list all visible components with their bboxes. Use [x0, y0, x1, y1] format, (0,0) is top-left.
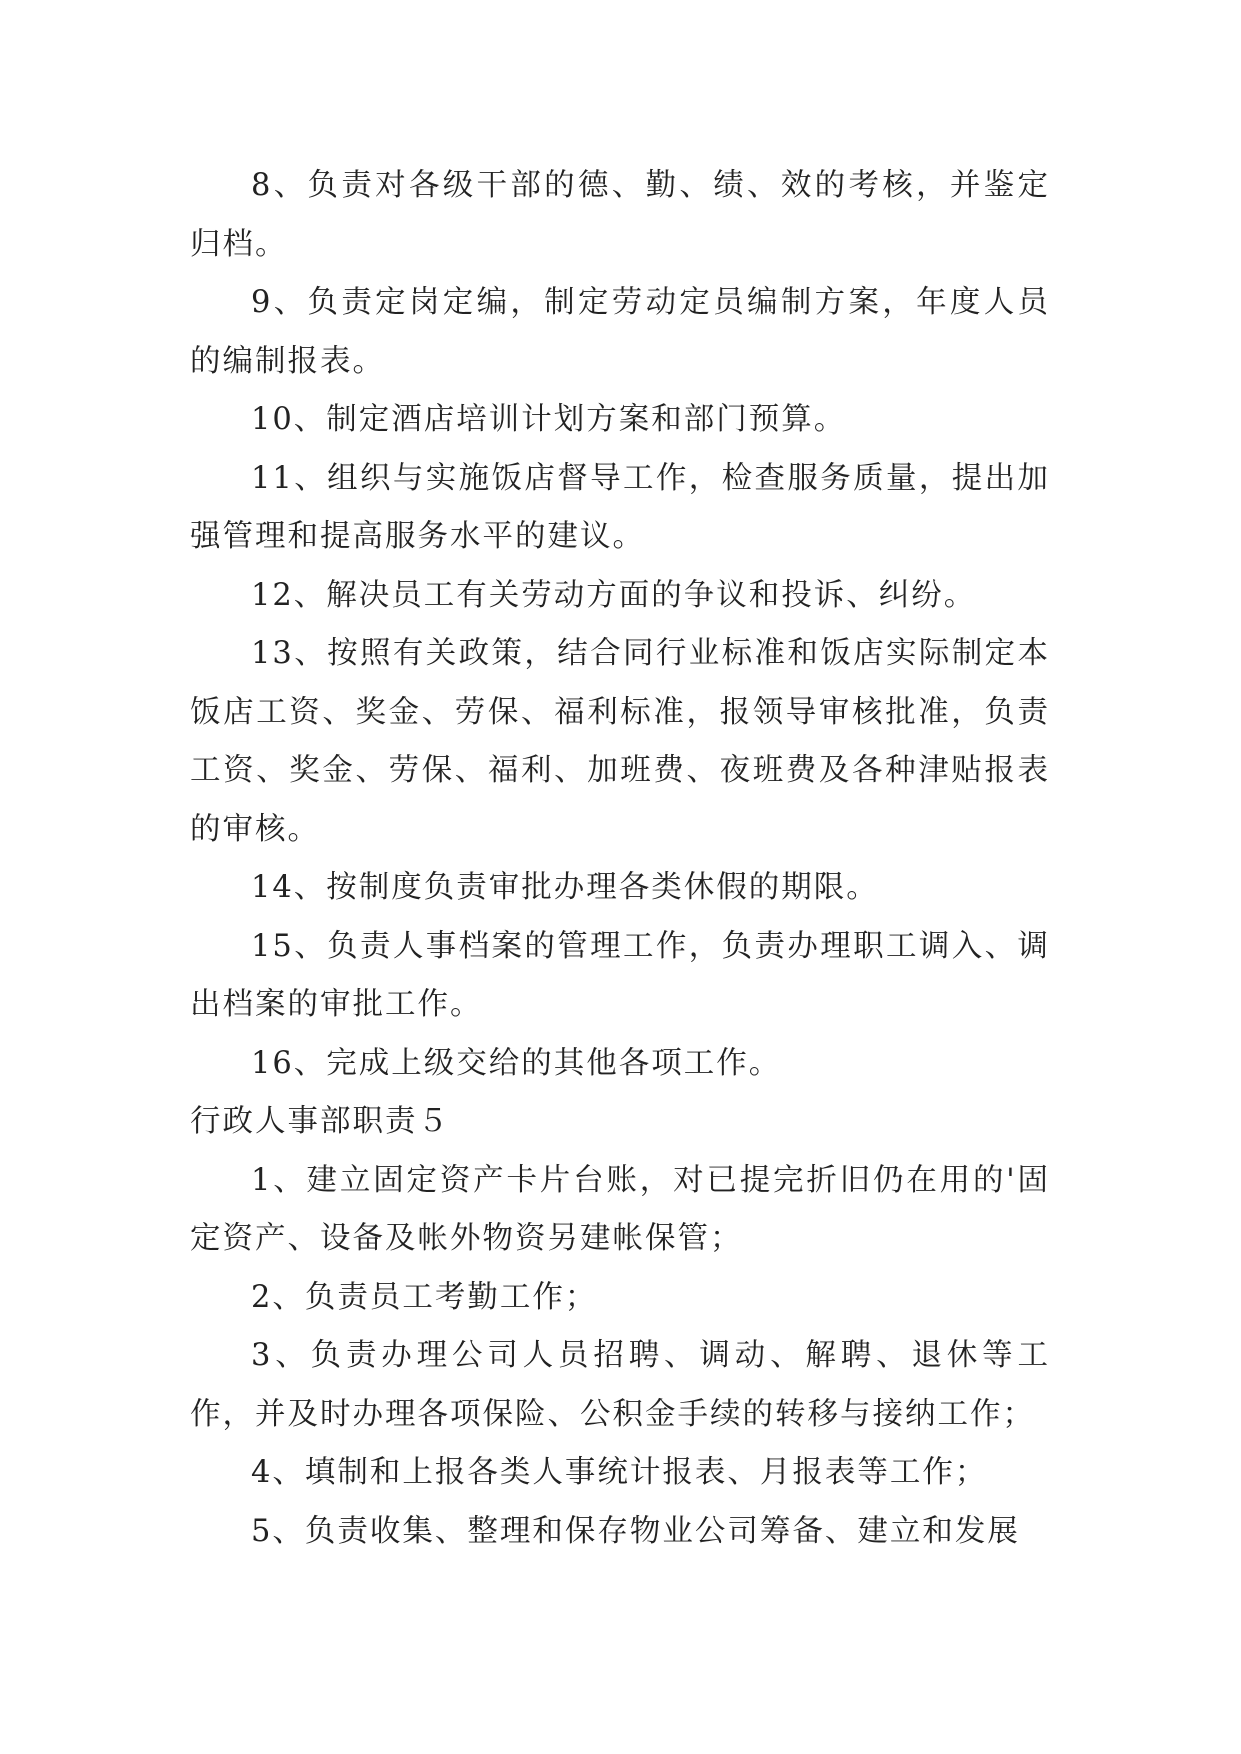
paragraph-item-14: 14、按制度负责审批办理各类休假的期限。 [251, 870, 879, 905]
section-paragraph-5: 5、负责收集、整理和保存物业公司筹备、建立和发展 [251, 1513, 1020, 1549]
section-heading: 行政人事部职责５ [190, 1104, 450, 1139]
section-paragraph-3: 3、负责办理公司人员招聘、调动、解聘、退休等工作，并及时办理各项保险、公积金手续的转移与接纳工作； [190, 1338, 1050, 1432]
section-paragraph-1: 1、建立固定资产卡片台账，对已提完折旧仍在用的'固定资产、设备及帐外物资另建帐保管； [190, 1162, 1050, 1256]
paragraph-item-10: 10、制定酒店培训计划方案和部门预算。 [251, 402, 847, 437]
paragraph-item-9: 9、负责定岗定编，制定劳动定员编制方案，年度人员的编制报表。 [190, 285, 1050, 379]
document-body [190, 157, 1050, 1561]
paragraph-item-15: 15、负责人事档案的管理工作，负责办理职工调入、调出档案的审批工作。 [190, 928, 1050, 1022]
paragraph-item-13: 13、按照有关政策，结合同行业标准和饭店实际制定本饭店工资、奖金、劳保、福利标准，报领导审核批准，负责工资、奖金、劳保、福利、加班费、夜班费及各种津贴报表的审核。 [190, 636, 1050, 847]
section-paragraph-4: 4、填制和上报各类人事统计报表、月报表等工作； [251, 1455, 988, 1490]
paragraph-item-8: 8、负责对各级干部的德、勤、绩、效的考核，并鉴定归档。 [190, 168, 1050, 262]
paragraph-item-12: 12、解决员工有关劳动方面的争议和投诉、纠纷。 [251, 577, 977, 613]
section-paragraph-2: 2、负责员工考勤工作； [251, 1279, 598, 1315]
paragraph-item-16: 16、完成上级交给的其他各项工作。 [251, 1045, 782, 1081]
paragraph-item-11: 11、组织与实施饭店督导工作，检查服务质量，提出加强管理和提高服务水平的建议。 [190, 460, 1050, 554]
